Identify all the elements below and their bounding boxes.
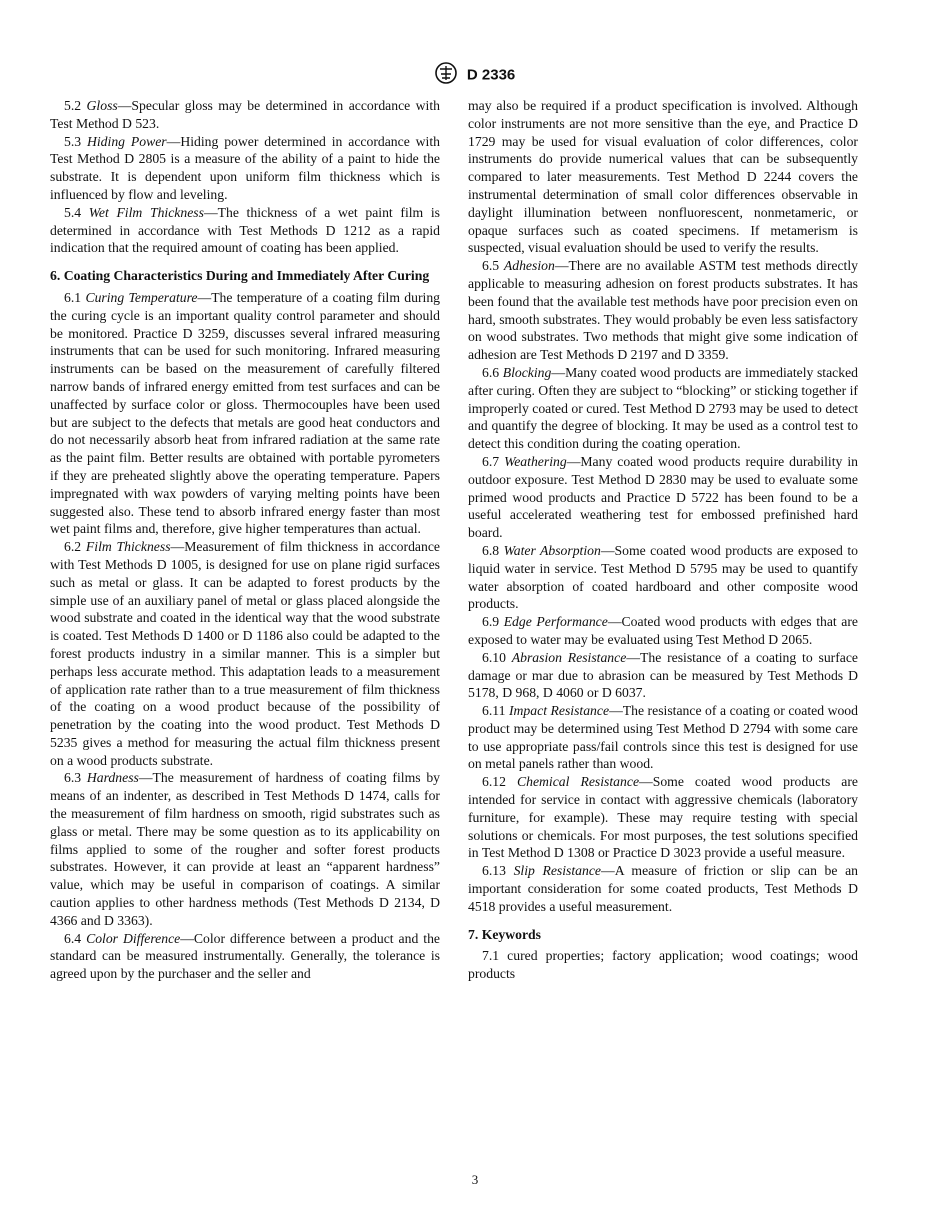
section-number: 6.8 xyxy=(482,542,500,558)
section-6-7 xyxy=(468,453,858,542)
section-number: 7.1 xyxy=(482,948,500,964)
section-text: —Specular gloss may be determined in accordance with Test Method D 523. xyxy=(50,98,441,131)
section-6-5 xyxy=(468,257,858,364)
section-number: 6.3 xyxy=(64,770,82,786)
section-title: Wet Film Thickness xyxy=(88,204,204,220)
section-number: 6.6 xyxy=(482,364,500,380)
page-number: 3 xyxy=(471,1172,479,1187)
left-column xyxy=(50,97,440,983)
section-number: 5.4 xyxy=(64,204,82,220)
section-6-9 xyxy=(468,613,858,649)
section-number: 6.1 xyxy=(64,289,82,305)
section-text: —Many coated wood products are immediately stacked after curing. Often they are subject to “blocking” or sticking together if improperly coated or cured. Test Method D 2793 may be used to detect and quantify the degree of blocking. It may be used as a control test to detect this condition during the coating operation. xyxy=(468,364,859,452)
section-number: 6.5 xyxy=(482,258,500,274)
section-6-12 xyxy=(468,773,858,862)
section-text: —Some coated wood products are exposed to liquid water in service. Test Method D 5795 may be used to quantify water absorption of coated hardboard and other composite wood products. xyxy=(468,542,858,612)
section-text: —The temperature of a coating film during the curing cycle is an important quality control parameter and should be monitored. Practice D 3259, discusses several infrared measuring instruments that can be used for such monitoring. Infrared measuring instruments can be based on the measurement of carefully filtered narrow bands of infrared energy emitted from test surfaces and can be unaffected by surface color or gloss. Thermocouples have been used but are subject to the defects that metals are good heat conductors and do not necessarily absorb heat from infrared radiation at the same rate as the paint film. Better results are obtained with portable pyrometers if they are preheated slightly above the operating temperature. Papers impregnated with wax powders of varying melting points have been suggested also. These tend to absorb infrared energy faster than most wet paint films and, therefore, give higher temperatures than actual. xyxy=(50,289,441,537)
section-6-13 xyxy=(468,862,858,915)
section-number: 6.4 xyxy=(64,930,82,946)
section-6-1 xyxy=(50,289,440,538)
section-6-10 xyxy=(468,649,858,702)
section-6-6 xyxy=(468,364,858,453)
section-number: 5.3 xyxy=(64,133,82,149)
page-header xyxy=(0,62,950,88)
astm-logo-icon xyxy=(435,62,457,88)
heading-section-6: 6. Coating Characteristics During and Immediately After Curing xyxy=(50,268,430,284)
section-title: Water Absorption xyxy=(503,542,601,558)
section-title: Hardness xyxy=(86,770,139,786)
section-title: Chemical Resistance xyxy=(517,774,640,790)
standard-designation: D 2336 xyxy=(466,66,516,84)
section-7-1 xyxy=(468,947,858,983)
section-6-3 xyxy=(50,769,440,929)
section-title: Impact Resistance xyxy=(508,703,610,719)
section-6-4-continued: may also be required if a product specification is involved. Although color instruments are not more sensitive than the eye, and Practice D 1729 may be used for visual evaluation of color differences, color instruments do provide numerical values that can be subsequently compared to later measurements. Test Method D 2244 covers the instrumental determination of small color differences observable in daylight illumination between nonfluorescent, nonmetameric, or opaque surfaces such as coated specimens. If metamerism is suspected, visual evaluation should be used to verify the results. xyxy=(468,98,858,256)
section-number: 5.2 xyxy=(64,98,82,113)
section-title: Color Difference xyxy=(86,930,181,946)
section-number: 6.7 xyxy=(482,453,500,469)
section-number: 6.2 xyxy=(64,539,82,555)
heading-section-7: 7. Keywords xyxy=(468,926,541,942)
section-6-2 xyxy=(50,538,440,769)
section-text: —Coated wood products with edges that are exposed to water may be evaluated using Test Method D 2065. xyxy=(468,614,858,647)
section-title: Weathering xyxy=(504,453,567,469)
section-text: —Some coated wood products are intended for service in contact with aggressive chemicals (laboratory furniture, for example). These may require testing with special solutions or chemicals. For most purposes, the test solutions specified in Test Method D 1308 or Practice D 3023 provide a useful measure. xyxy=(468,774,859,861)
section-6-11 xyxy=(468,702,858,773)
section-text: —Many coated wood products require durability in outdoor exposure. Test Method D 2830 may be used to evaluate some primed wood products and Practice D 5722 has been found to be a useful accelerated weathering test for embossed prefinished hard board. xyxy=(468,453,858,541)
section-title: Abrasion Resistance xyxy=(511,649,627,665)
section-title: Film Thickness xyxy=(85,539,171,555)
section-text: —The thickness of a wet paint film is determined in accordance with Test Methods D 1212 as a rapid indication that the required amount of coating has been applied. xyxy=(50,204,440,256)
section-text: —There are no available ASTM test methods directly applicable to measuring adhesion on forest products substrates. It has been found that the available test methods have poor precision even on hard, smooth substrates. They would probably be even less satisfactory on wood substrates. Two methods that might give some indication of adhesion are Test Methods D 2197 and D 3359. xyxy=(468,258,858,363)
right-column xyxy=(468,97,858,983)
section-5-2 xyxy=(50,97,440,133)
section-title: Curing Temperature xyxy=(85,289,198,305)
section-title: Slip Resistance xyxy=(513,863,601,879)
section-text: —The measurement of hardness of coating films by means of an indenter, as described in Test Methods D 1474, calls for the measurement of film hardness on smooth, rigid substrates such as glass or metal. There may be some question as to its applicability on films applied to some of the rougher and softer forest products substrates. However, it can provide at least an “apparent hardness” value, which may be useful in comparison of coatings. A similar caution applies to other hardness methods (Test Methods D 2134, D 4366 and D 3363). xyxy=(50,770,441,928)
section-number: 6.12 xyxy=(482,774,506,790)
section-text: —The resistance of a coating to surface damage or mar due to abrasion can be measured by Test Methods D 5178, D 968, D 4060 or D 6037. xyxy=(468,649,859,701)
section-title: Edge Performance xyxy=(503,614,608,630)
section-text: —Color difference between a product and the standard can be measured instrumentally. Generally, the tolerance is agreed upon by the purchaser and the seller and xyxy=(50,930,440,982)
section-number: 6.13 xyxy=(482,863,506,879)
section-5-3 xyxy=(50,133,440,204)
section-6-8 xyxy=(468,542,858,613)
section-title: Blocking xyxy=(502,364,552,380)
section-text: —Measurement of film thickness in accordance with Test Methods D 1005, is designed for use on plane rigid surfaces such as metal or glass. It can be adapted to forest products by the simple use of an auxiliary panel of metal or glass placed alongside the wood substrate and coated in the identical way that the wood substrate is coated. Test Methods D 1400 or D 1186 also could be adapted to the forest products industry in a similar manner. This is a simpler but perhaps less accurate method. This adaptation leads to a measurement of application rate rather than to a true measurement of film thickness of the coating on a wood product because of the possibility of penetration by the coating into the wood product. Test Methods D 5235 gives a method for measuring the actual film thickness present on a wood products substrate. xyxy=(50,539,440,768)
section-number: 6.9 xyxy=(482,614,500,630)
section-6-4 xyxy=(50,930,440,983)
section-title: Hiding Power xyxy=(86,133,167,149)
section-text: —The resistance of a coating or coated wood product may be determined using Test Method D 2794 with some care to use appropriate pass/fail controls since this test is designed for use on metal panels rather than wood. xyxy=(468,703,858,772)
section-5-4 xyxy=(50,204,440,257)
section-text: cured properties; factory application; wood coatings; wood products xyxy=(468,948,858,982)
section-title: Adhesion xyxy=(503,258,555,274)
section-text: —A measure of friction or slip can be an important consideration for some coated products, Test Methods D 4518 provides a useful measurement. xyxy=(468,863,858,914)
section-text: —Hiding power determined in accordance with Test Method D 2805 is a measure of the ability of a paint to hide the substrate. It is dependent upon uniform film thickness which is influenced by flow and leveling. xyxy=(50,133,440,202)
section-number: 6.10 xyxy=(482,649,506,665)
section-title: Gloss xyxy=(86,98,118,113)
section-number: 6.11 xyxy=(482,703,506,719)
